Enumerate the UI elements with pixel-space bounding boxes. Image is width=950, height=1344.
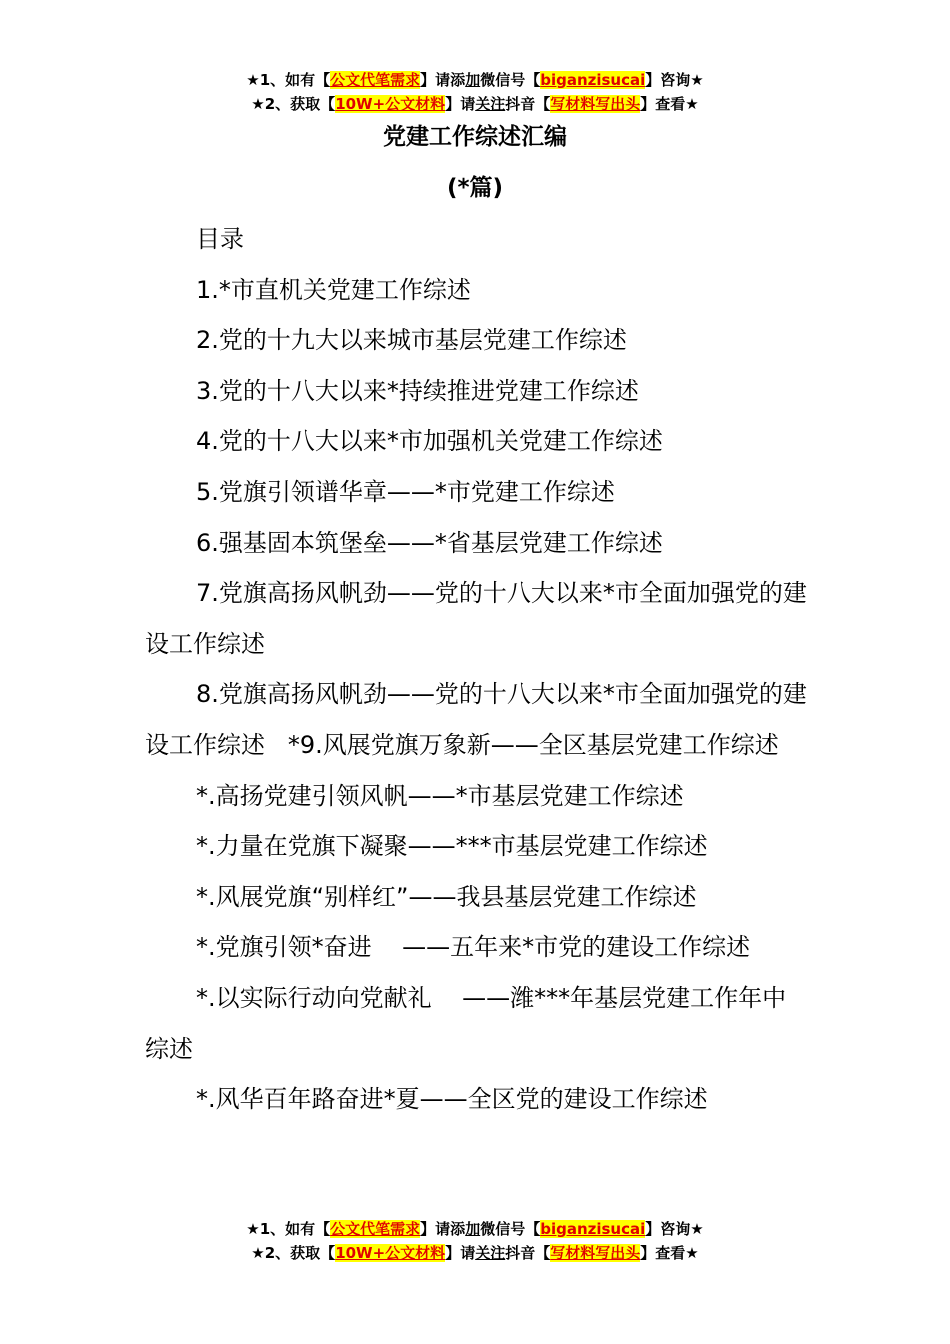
wechat-id-highlight: biganzisucai [540,71,646,89]
promo-text: 】咨询★ [645,1220,704,1238]
document-title: 党建工作综述汇编 [383,124,567,150]
douyin-id-highlight: 写材料写出头 [550,1244,641,1262]
header-promo-banner [0,68,950,116]
promo-line-1 [0,1217,950,1241]
toc-item: 3.党的十八大以来*持续推进党建工作综述 [196,376,639,405]
toc-item: 6.强基固本筑堡垒——*省基层党建工作综述 [196,528,663,557]
toc-item: *.高扬党建引领风帆——*市基层党建工作综述 [196,781,684,810]
toc-item: 4.党的十八大以来*市加强机关党建工作综述 [196,427,663,456]
toc-item: 5.党旗引领谱华章——*市党建工作综述 [196,477,615,506]
douyin-id-highlight: 写材料写出头 [550,95,641,113]
promo-text: 】请 [445,95,476,113]
promo-text: 】查看★ [640,95,699,113]
table-of-contents [145,214,807,1125]
promo-text: ★2、获取【 [251,95,336,113]
toc-heading: 目录 [196,225,244,253]
promo-underline-text: 加 [465,1220,481,1238]
promo-text: ★2、获取【 [251,1244,336,1262]
promo-text: 】请添 [420,1220,466,1238]
toc-item: 8.党旗高扬风帆劲——党的十八大以来*市全面加强党的建设工作综述 *9.风展党旗万象新——全区基层党建工作综述 [145,680,807,759]
toc-item: *.以实际行动向党献礼 ——潍***年基层党建工作年中综述 [145,983,787,1063]
promo-text: ★1、如有【 [246,1220,331,1238]
promo-text: 抖音【 [505,1244,551,1262]
promo-highlight: 公文代笔需求 [330,71,421,89]
document-subtitle: (*篇) [446,175,504,201]
toc-item: 7.党旗高扬风帆劲——党的十八大以来*市全面加强党的建设工作综述 [145,579,807,658]
promo-highlight: 10W+公文材料 [335,95,446,113]
promo-line-2 [0,1241,950,1265]
toc-item: *.风展党旗“别样红”——我县基层党建工作综述 [196,882,697,911]
promo-text: 微信号【 [480,71,541,89]
promo-text: 】咨询★ [645,71,704,89]
promo-highlight: 10W+公文材料 [335,1244,446,1262]
promo-text: 】查看★ [640,1244,699,1262]
promo-underline-text: 关注 [475,95,506,113]
promo-text: ★1、如有【 [246,71,331,89]
promo-text: 微信号【 [480,1220,541,1238]
promo-text: 抖音【 [505,95,551,113]
promo-line-1 [0,68,950,92]
toc-item: 1.*市直机关党建工作综述 [196,275,471,304]
promo-text: 】请添 [420,71,466,89]
toc-item: *.风华百年路奋进*夏——全区党的建设工作综述 [196,1085,708,1114]
promo-underline-text: 加 [465,71,481,89]
toc-item: *.党旗引领*奋进 ——五年来*市党的建设工作综述 [196,933,751,962]
footer-promo-banner [0,1217,950,1265]
promo-highlight: 公文代笔需求 [330,1220,421,1238]
toc-item: *.力量在党旗下凝聚——***市基层党建工作综述 [196,832,708,861]
promo-text: 】请 [445,1244,476,1262]
toc-item: 2.党的十九大以来城市基层党建工作综述 [196,326,627,355]
promo-line-2 [0,92,950,116]
promo-underline-text: 关注 [475,1244,506,1262]
wechat-id-highlight: biganzisucai [540,1220,646,1238]
